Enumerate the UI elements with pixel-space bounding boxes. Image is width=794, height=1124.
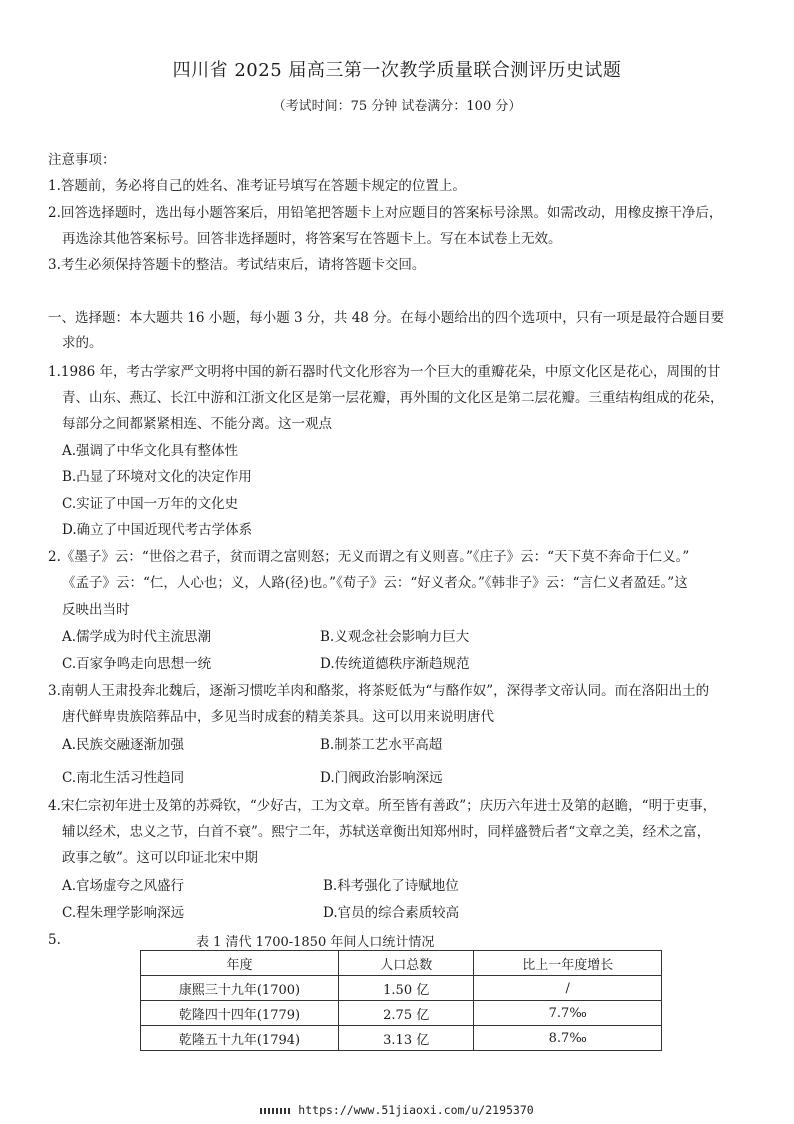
table-cell: 康熙三十九年(1700) <box>141 976 339 1001</box>
option: B.科考强化了诗赋地位 <box>323 878 459 894</box>
question-stem: 4.宋仁宗初年进士及第的苏舜钦，“少好古，工为文章。所至皆有善政”；庆历六年进士及第的赵瞻，“明于吏事， <box>48 798 717 814</box>
option: D.门阀政治影响深远 <box>320 770 443 786</box>
question-stem: 反映出当时 <box>62 602 130 618</box>
notice-item: 1.答题前，务必将自己的姓名、准考证号填写在答题卡规定的位置上。 <box>48 178 466 194</box>
option: C.实证了中国一万年的文化史 <box>62 496 239 512</box>
option: A.强调了中华文化具有整体性 <box>62 443 239 459</box>
table-cell: 7.7‰ <box>474 1001 662 1026</box>
table-cell: 3.13 亿 <box>338 1026 473 1051</box>
column-header: 年度 <box>141 951 339 976</box>
option: A.民族交融逐渐加强 <box>62 737 185 753</box>
table-cell: 1.50 亿 <box>338 976 473 1001</box>
table-cell: / <box>474 976 662 1001</box>
option: D.传统道德秩序渐趋规范 <box>320 656 470 672</box>
footer-url[interactable]: https://www.51jiaoxi.com/u/2195370 <box>298 1103 534 1117</box>
option: C.程朱理学影响深远 <box>62 905 185 921</box>
option: B.义观念社会影响力巨大 <box>320 629 470 645</box>
table-row <box>141 976 662 1001</box>
section-heading: 一、选择题：本大题共 16 小题，每小题 3 分，共 48 分。在每小题给出的四个选项中，只有一项是最符合题目要 <box>48 310 725 326</box>
question-stem: 《孟子》云：“仁，人心也；义，人路(径)也。”《荀子》云：“好义者众。”《韩非子》云：“言仁义者盈廷。”这 <box>62 575 688 591</box>
question-stem: 2.《墨子》云：“世俗之君子，贫而谓之富则怒；无义而谓之有义则喜。”《庄子》云：“天下莫不奔命于仁义。” <box>48 549 690 565</box>
footer <box>0 1103 794 1117</box>
option: B.凸显了环境对文化的决定作用 <box>62 469 252 485</box>
exam-info: （考试时间：75 分钟 试卷满分：100 分） <box>272 99 522 114</box>
notice-heading: 注意事项： <box>48 152 116 168</box>
table-header-row <box>141 951 662 976</box>
question-number: 5. <box>48 932 61 948</box>
option: A.儒学成为时代主流思潮 <box>62 629 212 645</box>
population-table <box>140 950 662 1051</box>
page-title: 四川省 2025 届高三第一次教学质量联合测评历史试题 <box>172 60 622 81</box>
option: A.官场虚夸之风盛行 <box>62 878 185 894</box>
section-heading: 求的。 <box>62 335 103 351</box>
question-stem: 辅以经术，忠义之节，白首不衰”。熙宁二年，苏轼送章衡出知郑州时，同样盛赞后者“文章之美，经术之富， <box>62 824 711 840</box>
table-cell: 2.75 亿 <box>338 1001 473 1026</box>
option: B.制茶工艺水平高超 <box>320 737 443 753</box>
question-stem: 政事之敏”。这可以印证北宋中期 <box>62 850 258 866</box>
table-cell: 乾隆五十九年(1794) <box>141 1026 339 1051</box>
notice-item: 3.考生必须保持答题卡的整洁。考试结束后，请将答题卡交回。 <box>48 257 426 273</box>
option: D.官员的综合素质较高 <box>323 905 460 921</box>
question-stem: 3.南朝人王肃投奔北魏后，逐渐习惯吃羊肉和酪浆，将茶贬低为“与酪作奴”，深得孝文帝认同。而在洛阳出土的 <box>48 683 710 699</box>
column-header: 人口总数 <box>338 951 473 976</box>
option: C.南北生活习性趋同 <box>62 770 185 786</box>
notice-item: 2.回答选择题时，选出每小题答案后，用铅笔把答题卡上对应题目的答案标号涂黑。如需改动，用橡皮擦干净后， <box>48 205 723 221</box>
option: C.百家争鸣走向思想一统 <box>62 656 212 672</box>
table-row <box>141 1001 662 1026</box>
notice-item: 再选涂其他答案标号。回答非选择题时，将答案写在答题卡上。写在本试卷上无效。 <box>62 231 562 247</box>
option: D.确立了中国近现代考古学体系 <box>62 522 253 538</box>
question-stem: 每部分之间都紧紧相连、不能分离。这一观点 <box>62 416 332 432</box>
table-row <box>141 1026 662 1051</box>
question-stem: 1.1986 年，考古学家严文明将中国的新石器时代文化形容为一个巨大的重瓣花朵，中原文化区是花心，周围的甘 <box>48 364 721 380</box>
watermark-logo <box>260 1108 292 1114</box>
table-cell: 乾隆四十四年(1779) <box>141 1001 339 1026</box>
question-stem: 青、山东、燕辽、长江中游和江浙文化区是第一层花瓣，再外围的文化区是第二层花瓣。三重结构组成的花朵， <box>62 390 724 406</box>
table-caption: 表 1 清代 1700-1850 年间人口统计情况 <box>196 935 435 950</box>
column-header: 比上一年度增长 <box>474 951 662 976</box>
question-stem: 唐代鲜卑贵族陪葬品中，多见当时成套的精美茶具。这可以用来说明唐代 <box>62 709 494 725</box>
table-cell: 8.7‰ <box>474 1026 662 1051</box>
